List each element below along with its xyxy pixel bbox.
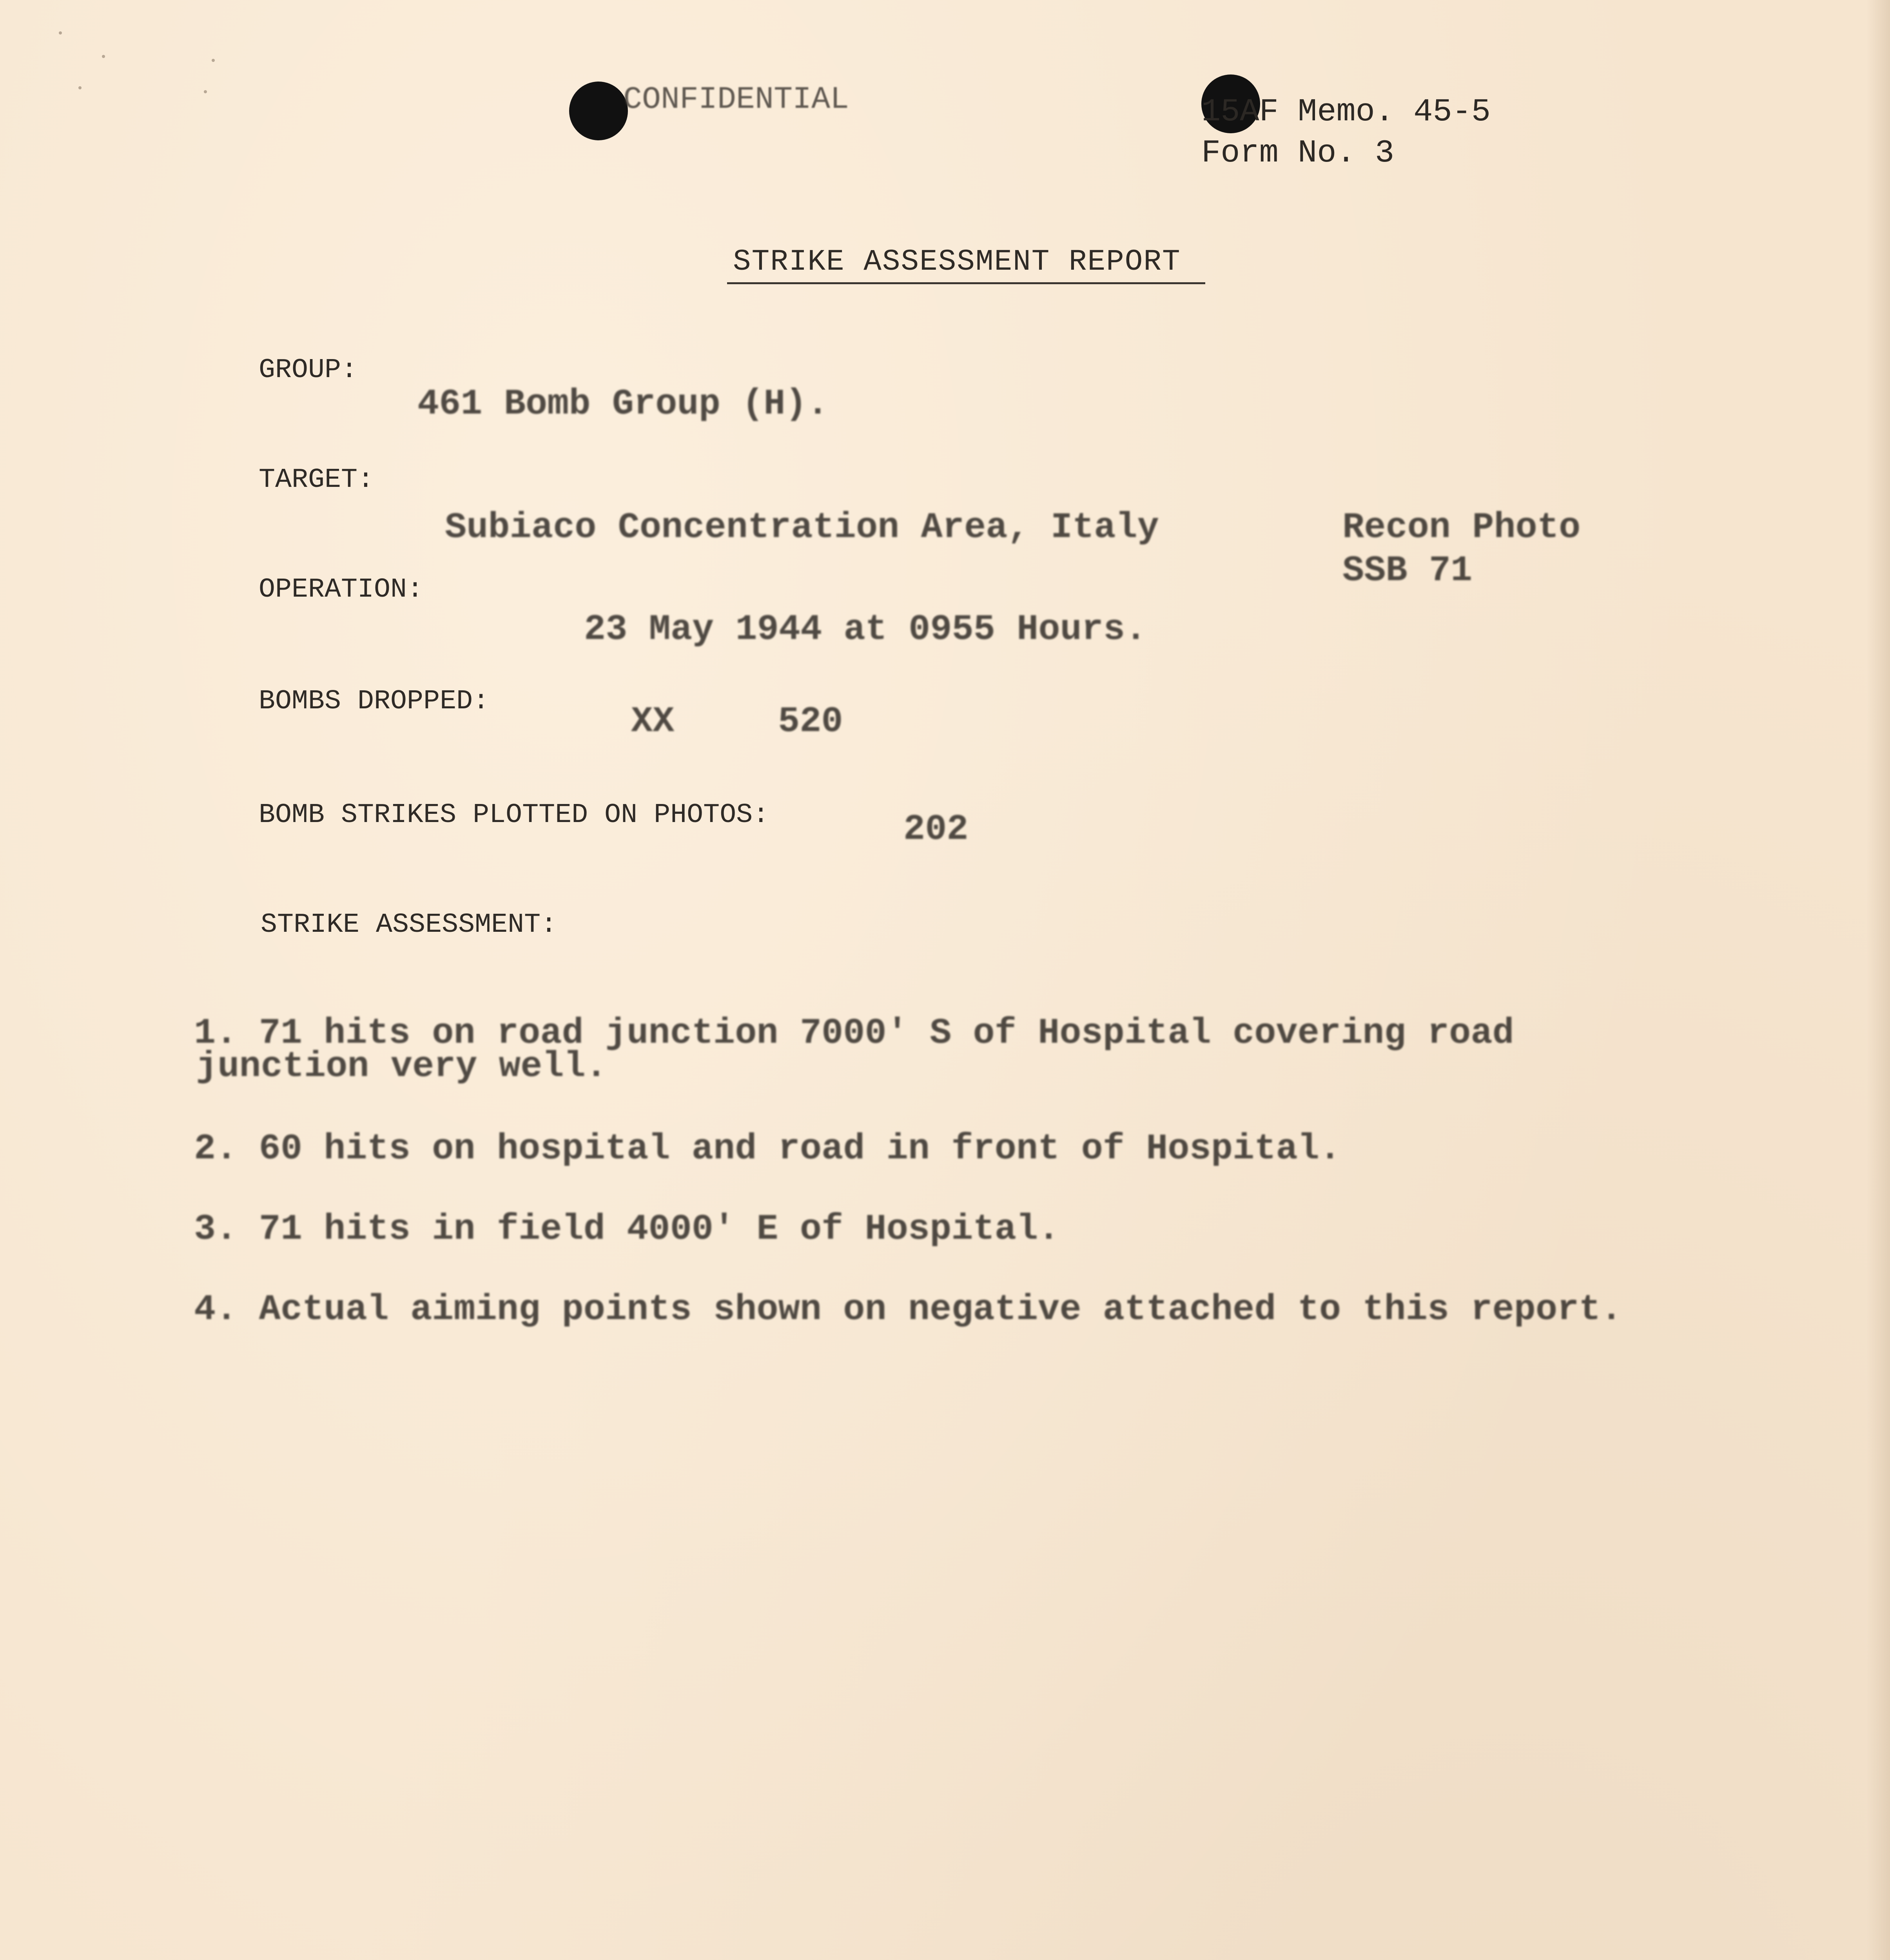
- assessment-item-3: 3. 71 hits in field 4000' E of Hospital.: [194, 1209, 1060, 1250]
- paper-speck: [78, 86, 82, 89]
- header-classification: CONFIDENTIAL: [623, 82, 849, 118]
- strike-assessment-label: STRIKE ASSESSMENT:: [261, 909, 557, 940]
- target-label: TARGET:: [259, 465, 374, 495]
- memo-reference: 15AF Memo. 45-5: [1201, 94, 1491, 130]
- assessment-item-1-cont: junction very well.: [196, 1046, 607, 1087]
- bombs-dropped-label: BOMBS DROPPED:: [259, 686, 490, 717]
- title-underline: [727, 282, 1205, 284]
- recon-photo-number: SSB 71: [1342, 550, 1473, 591]
- assessment-item-1: 1. 71 hits on road junction 7000' S of Hospital covering road: [194, 1013, 1514, 1054]
- operation-value: 23 May 1944 at 0955 Hours.: [584, 609, 1147, 650]
- paper-speck: [204, 90, 207, 93]
- punch-hole-left: [569, 82, 628, 140]
- target-value: Subiaco Concentration Area, Italy: [445, 507, 1159, 548]
- plotted-label: BOMB STRIKES PLOTTED ON PHOTOS:: [259, 800, 769, 831]
- recon-photo-label: Recon Photo: [1342, 507, 1581, 548]
- paper-speck: [212, 59, 215, 62]
- paper-speck: [102, 55, 105, 58]
- group-label: GROUP:: [259, 355, 358, 386]
- group-value: 461 Bomb Group (H).: [417, 383, 829, 425]
- paper-speck: [59, 31, 62, 34]
- operation-label: OPERATION:: [259, 574, 424, 605]
- plotted-value: 202: [903, 809, 969, 850]
- report-title: STRIKE ASSESSMENT REPORT: [733, 245, 1181, 279]
- assessment-item-4: 4. Actual aiming points shown on negative attached to this report.: [194, 1289, 1622, 1330]
- paper-edge: [1866, 0, 1890, 1960]
- form-number: Form No. 3: [1201, 135, 1395, 171]
- bombs-dropped-value: 520: [778, 701, 843, 742]
- bombs-dropped-struck-out: XX: [631, 701, 675, 742]
- assessment-item-2: 2. 60 hits on hospital and road in front of Hospital.: [194, 1128, 1341, 1169]
